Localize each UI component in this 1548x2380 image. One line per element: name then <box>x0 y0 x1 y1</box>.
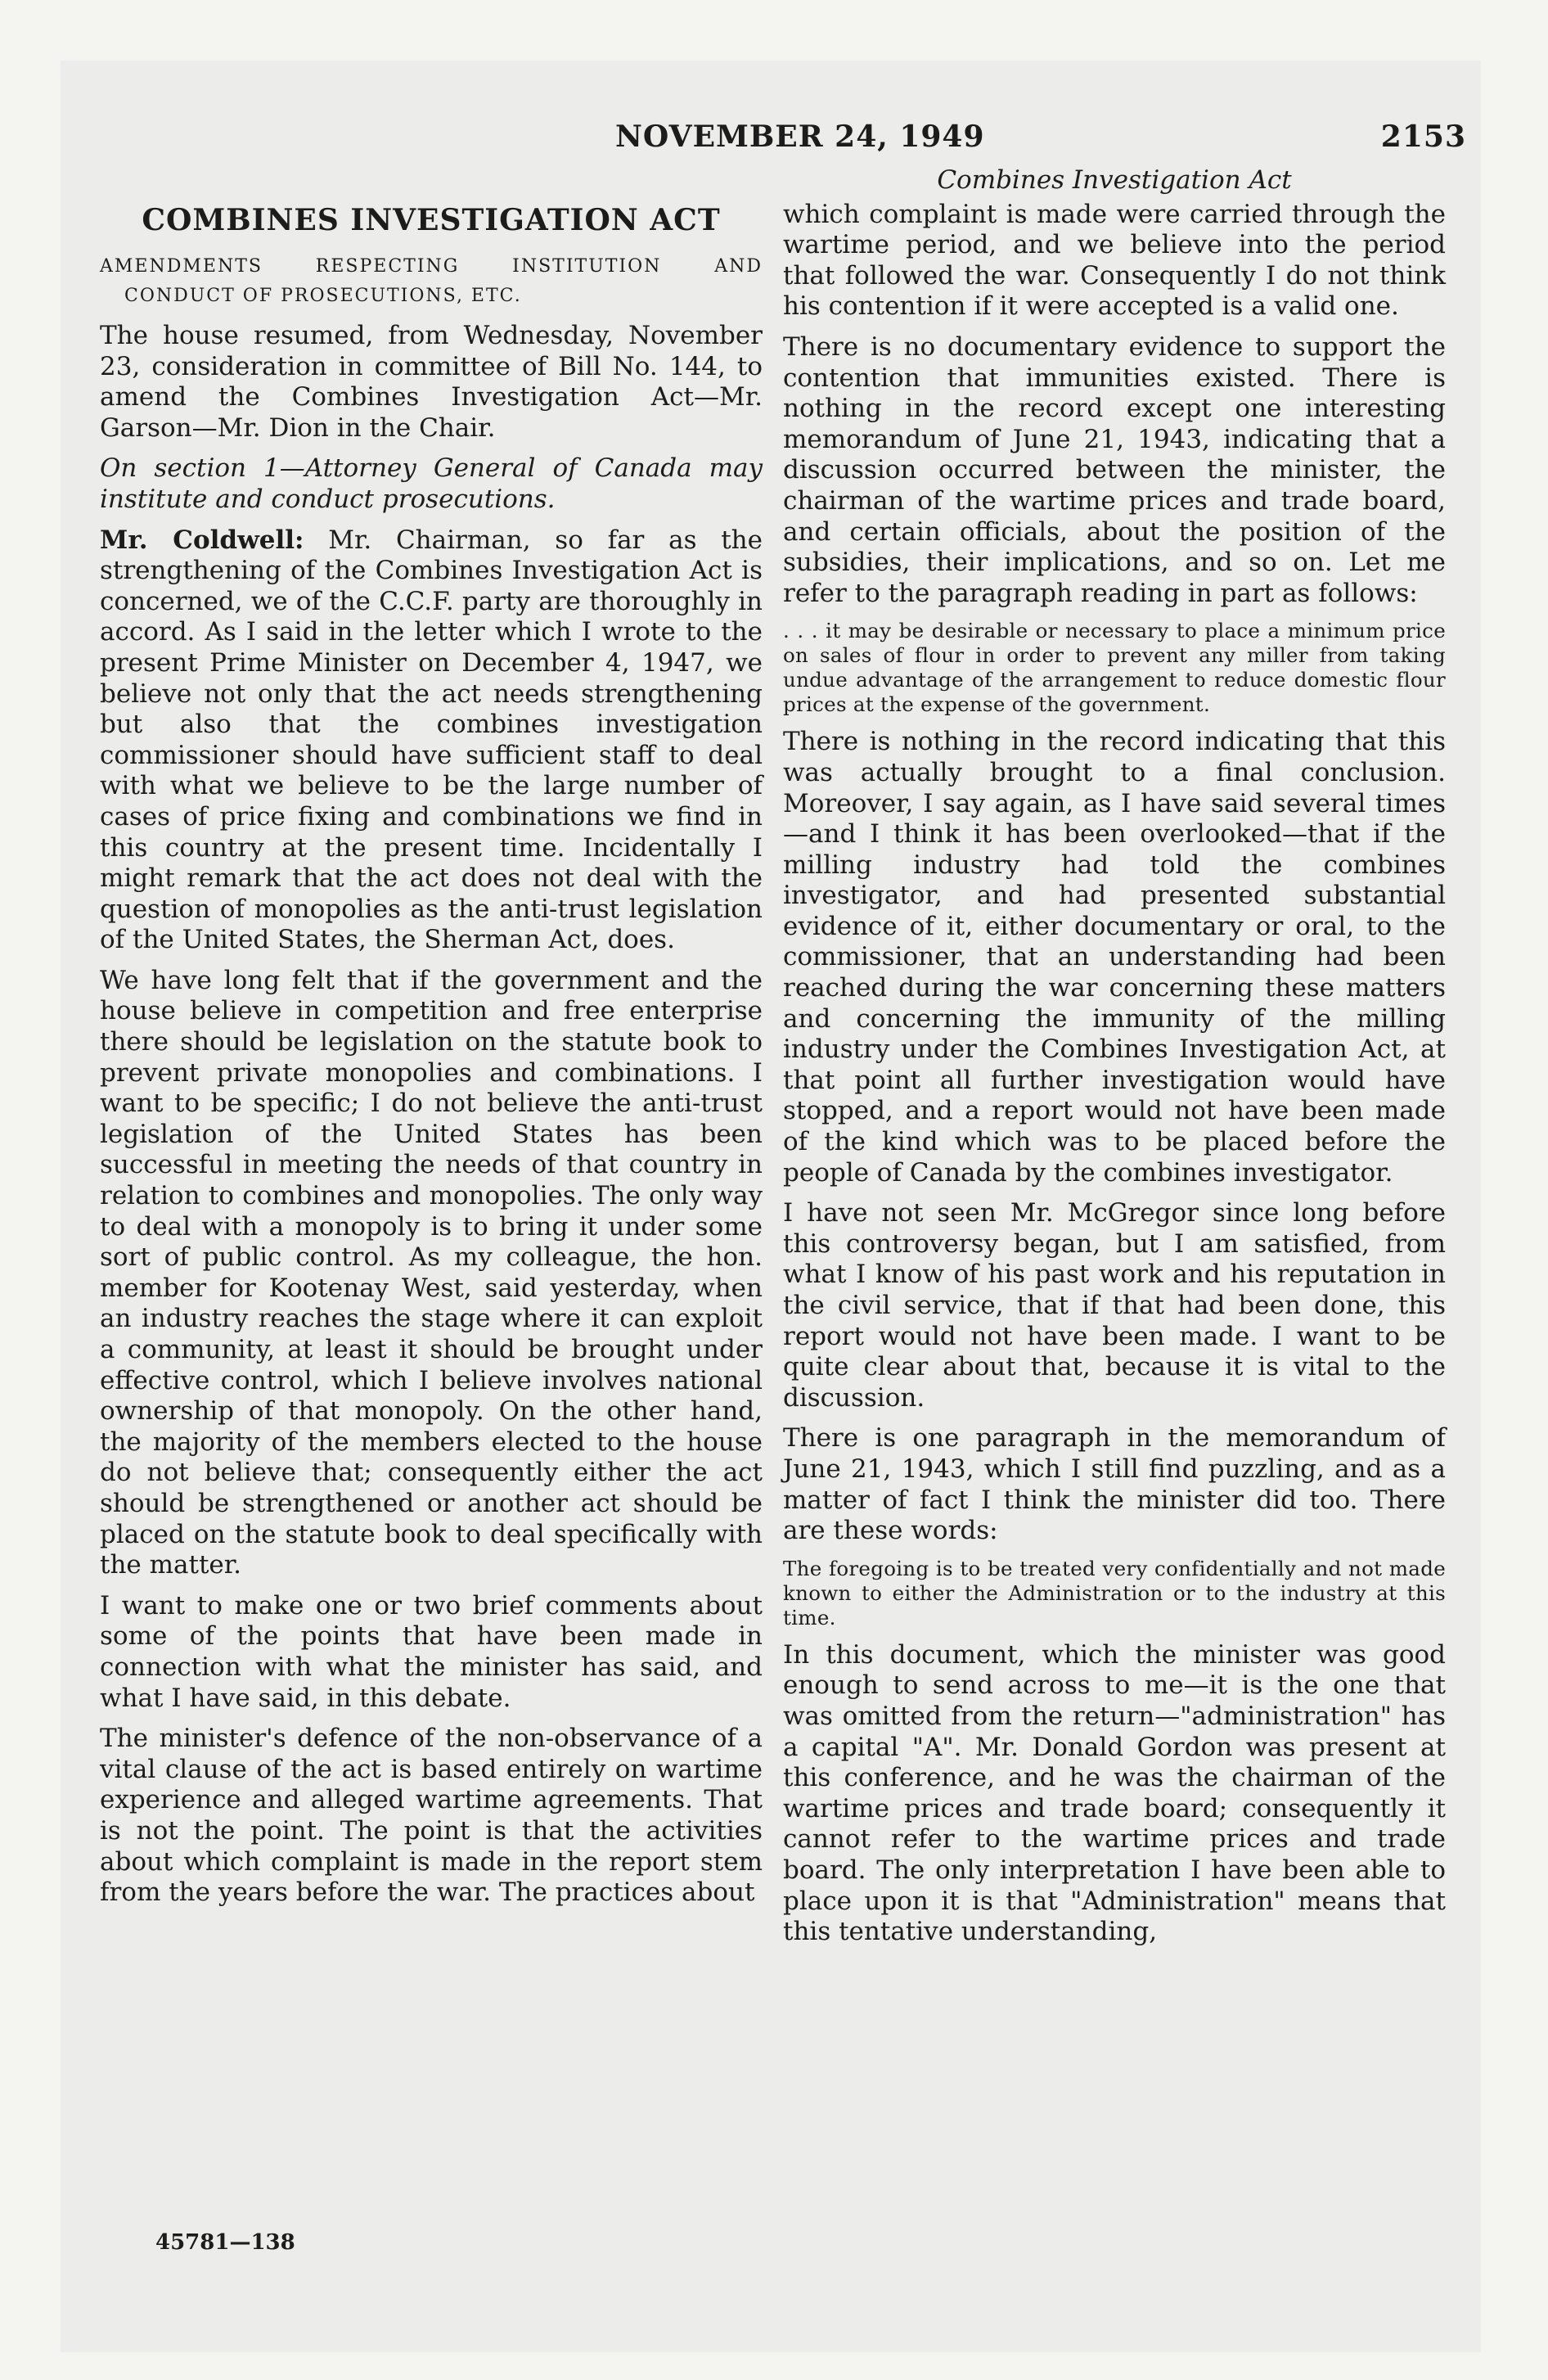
paragraph: There is nothing in the record indicating that this was actually brought to a final conclusion. Moreover, I say again, as I have said several times—and I think it has been overlooked—that if the milling industry had told the combines investigator, and had presented substantial evidence of it, either documentary or oral, to the commissioner, that an understanding had been reached during the war concerning these matters and concerning the immunity of the milling industry under the Combines Investigation Act, at that point all further investigation would have stopped, and a report would not have been made of the kind which was to be placed before the people of Canada by the combines investigator. <box>783 727 1446 1188</box>
speaker-name: Mr. Coldwell: <box>100 525 304 555</box>
page-number: 2153 <box>1380 119 1466 154</box>
page-date: NOVEMBER 24, 1949 <box>615 119 985 154</box>
paragraph: The minister's defence of the non-observance of a vital clause of the act is based entirely on wartime experience and alleged wartime agreements. That is not the point. The point is that the activities about which complaint is made in the report stem from the years before the war. The practices about <box>100 1724 763 1908</box>
paragraph: I have not seen Mr. McGregor since long before this controversy began, but I am satisfied, from what I know of his past work and his reputation in the civil service, that if that had been done, this report would not have been made. I want to be quite clear about that, because it is vital to the discussion. <box>783 1198 1446 1413</box>
paragraph: In this document, which the minister was good enough to send across to me—it is the one that was omitted from the return—"administration" has a capital "A". Mr. Donald Gordon was present at this conference, and he was the chairman of the wartime prices and trade board; consequently it cannot refer to the wartime prices and trade board. The only interpretation I have been able to place upon it is that "Administration" means that this tentative understanding, <box>783 1639 1446 1947</box>
block-quote: The foregoing is to be treated very confidentially and not made known to either the Administration or to the industry at this time. <box>783 1556 1446 1629</box>
right-column <box>783 165 1446 1958</box>
section-subtitle <box>100 252 763 311</box>
paragraph: There is no documentary evidence to support the contention that immunities existed. There is nothing in the record except one interesting memorandum of June 21, 1943, indicating that a discussion occurred between the minister, the chairman of the wartime prices and trade board, and certain officials, about the position of the subsidies, their implications, and so on. Let me refer to the paragraph reading in part as follows: <box>783 331 1446 608</box>
paragraph: I want to make one or two brief comments about some of the points that have been made in connection with what the minister has said, and what I have said, in this debate. <box>100 1590 763 1713</box>
subtitle-line: CONDUCT OF PROSECUTIONS, ETC. <box>124 286 522 306</box>
block-quote: . . . it may be desirable or necessary to place a minimum price on sales of flour in order to prevent any miller from taking undue advantage of the arrangement to reduce domestic flour prices at the expense of the government. <box>783 619 1446 717</box>
paragraph <box>100 525 763 956</box>
print-code: 45781—138 <box>155 2230 295 2255</box>
left-column <box>100 203 763 1918</box>
section-heading: On section 1—Attorney General of Canada may institute and conduct prosecutions. <box>100 453 763 514</box>
paragraph: We have long felt that if the government and the house believe in competition and free enterprise there should be legislation on the statute book to prevent private monopolies and combinations. I want to be specific; I do not believe the anti-trust legislation of the United States has been successful in meeting the needs of that country in relation to combines and monopolies. The only way to deal with a monopoly is to bring it under some sort of public control. As my colleague, the hon. member for Kootenay West, said yesterday, when an industry reaches the stage where it can exploit a community, at least it should be brought under effective control, which I believe involves national ownership of that monopoly. On the other hand, the majority of the members elected to the house do not believe that; consequently either the act should be strengthened or another act should be placed on the statute book to deal specifically with the matter. <box>100 965 763 1580</box>
paragraph: There is one paragraph in the memorandum of June 21, 1943, which I still find puzzling, and as a matter of fact I think the minister did too. There are these words: <box>783 1423 1446 1546</box>
section-title: COMBINES INVESTIGATION ACT <box>142 203 721 237</box>
speech-text: Mr. Chairman, so far as the strengthening of the Combines Investigation Act is concerned, we of the C.C.F. party are thoroughly in accord. As I said in the letter which I wrote to the present Prime Minister on December 4, 1947, we believe not only that the act needs strengthening but also that the combines investigation commissioner should have sufficient staff to deal with what we believe to be the large number of cases of price fixing and combinations we find in this country at the present time. Incidentally I might remark that the act does not deal with the question of monopolies as the anti-trust legislation of the United States, the Sherman Act, does. <box>100 525 763 955</box>
paragraph: which complaint is made were carried through the wartime period, and we believe into the period that followed the war. Consequently I do not think his contention if it were accepted is a valid one. <box>783 199 1446 322</box>
paragraph: The house resumed, from Wednesday, November 23, consideration in committee of Bill No. 144, to amend the Combines Investigation Act—Mr. Garson—Mr. Dion in the Chair. <box>100 321 763 443</box>
running-title: Combines Investigation Act <box>937 165 1292 195</box>
subtitle-line: AMENDMENTS RESPECTING INSTITUTION AND <box>100 256 763 277</box>
